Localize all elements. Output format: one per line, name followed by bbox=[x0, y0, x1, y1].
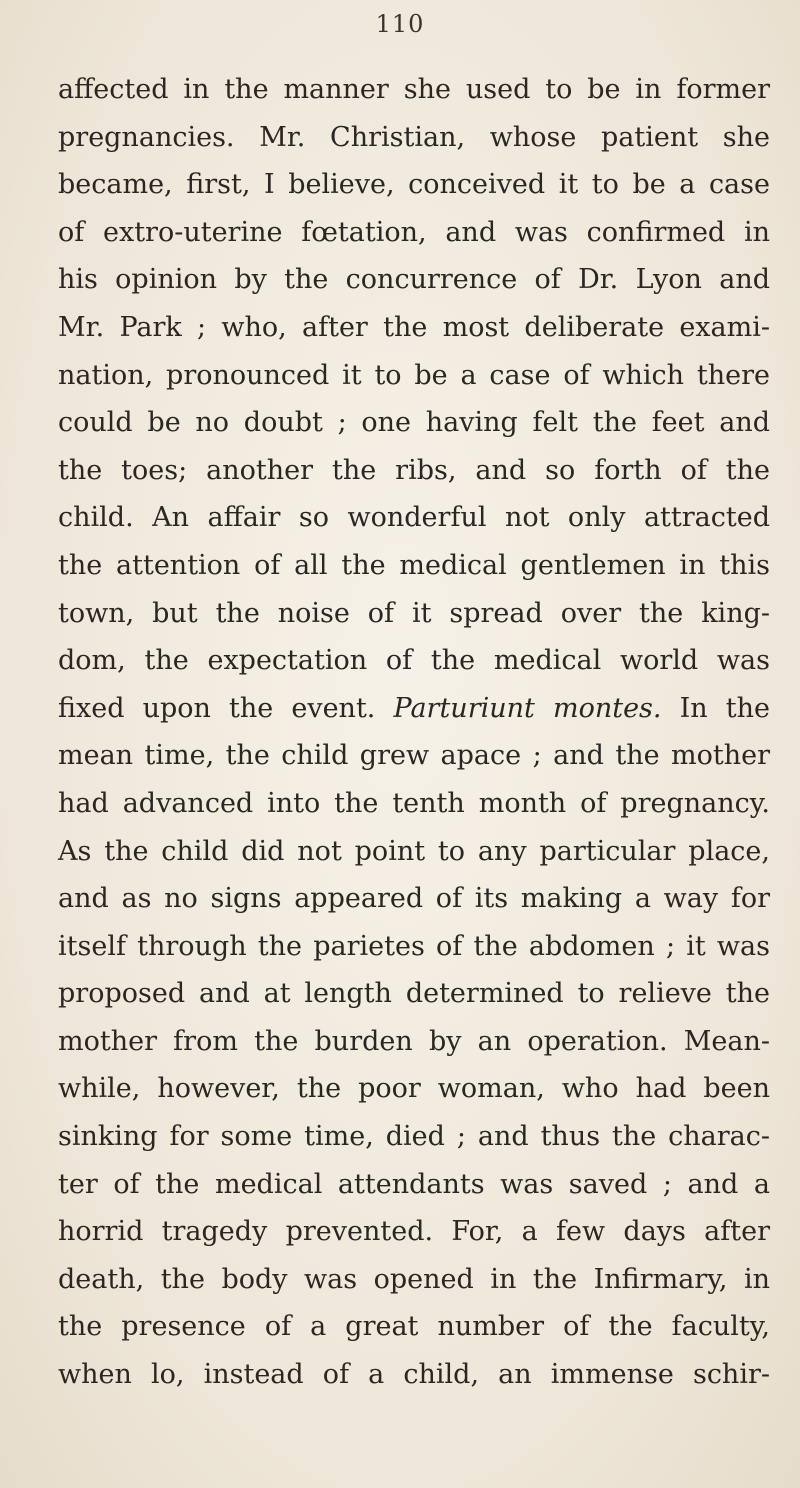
text-line: Mr. Park ; who, after the most deliberate exami- bbox=[58, 311, 770, 343]
text-line: town, but the noise of it spread over the king- bbox=[58, 597, 770, 629]
text-line: proposed and at length determined to relieve the bbox=[58, 978, 770, 1010]
text-line: the toes; another the ribs, and so forth of the bbox=[58, 454, 770, 486]
text-line: the presence of a great number of the faculty, bbox=[58, 1311, 770, 1343]
text-line: horrid tragedy prevented. For, a few days after bbox=[58, 1216, 770, 1248]
text-line: ter of the medical attendants was saved ; and a bbox=[58, 1168, 770, 1200]
text-line-with-italic bbox=[58, 685, 770, 733]
text-line: and as no signs appeared of its making a way for bbox=[58, 883, 770, 915]
text-line: pregnancies. Mr. Christian, whose patient she bbox=[58, 121, 770, 153]
body-text bbox=[58, 66, 770, 1399]
text-line: of extro-uterine fœtation, and was confirmed in bbox=[58, 216, 770, 248]
text-line: when lo, instead of a child, an immense schir- bbox=[58, 1359, 770, 1391]
text-line: As the child did not point to any particular place, bbox=[58, 835, 770, 867]
text-line: itself through the parietes of the abdomen ; it was bbox=[58, 930, 770, 962]
text-line: became, first, I believe, conceived it to be a case bbox=[58, 169, 770, 201]
text-line: had advanced into the tenth month of pregnancy. bbox=[58, 787, 770, 819]
text-line: death, the body was opened in the Infirmary, in bbox=[58, 1263, 770, 1295]
text-line: child. An affair so wonderful not only attracted bbox=[58, 502, 770, 534]
text-line: sinking for some time, died ; and thus the charac- bbox=[58, 1121, 770, 1153]
text-line: mother from the burden by an operation. Mean- bbox=[58, 1025, 770, 1057]
text-line: the attention of all the medical gentlemen in this bbox=[58, 549, 770, 581]
text-line: nation, pronounced it to be a case of which there bbox=[58, 359, 770, 391]
text-line: mean time, the child grew apace ; and the mother bbox=[58, 740, 770, 772]
text-line: could be no doubt ; one having felt the feet and bbox=[58, 407, 770, 439]
text-segment: In the bbox=[679, 692, 770, 724]
text-line: affected in the manner she used to be in former bbox=[58, 74, 770, 105]
italic-phrase: Parturiunt montes. bbox=[393, 692, 662, 724]
text-line: while, however, the poor woman, who had been bbox=[58, 1073, 770, 1105]
text-line: dom, the expectation of the medical world was bbox=[58, 645, 770, 677]
text-segment: fixed upon the event. bbox=[58, 692, 376, 724]
page-number: 110 bbox=[375, 10, 425, 38]
text-line: his opinion by the concurrence of Dr. Lyon and bbox=[58, 264, 770, 296]
